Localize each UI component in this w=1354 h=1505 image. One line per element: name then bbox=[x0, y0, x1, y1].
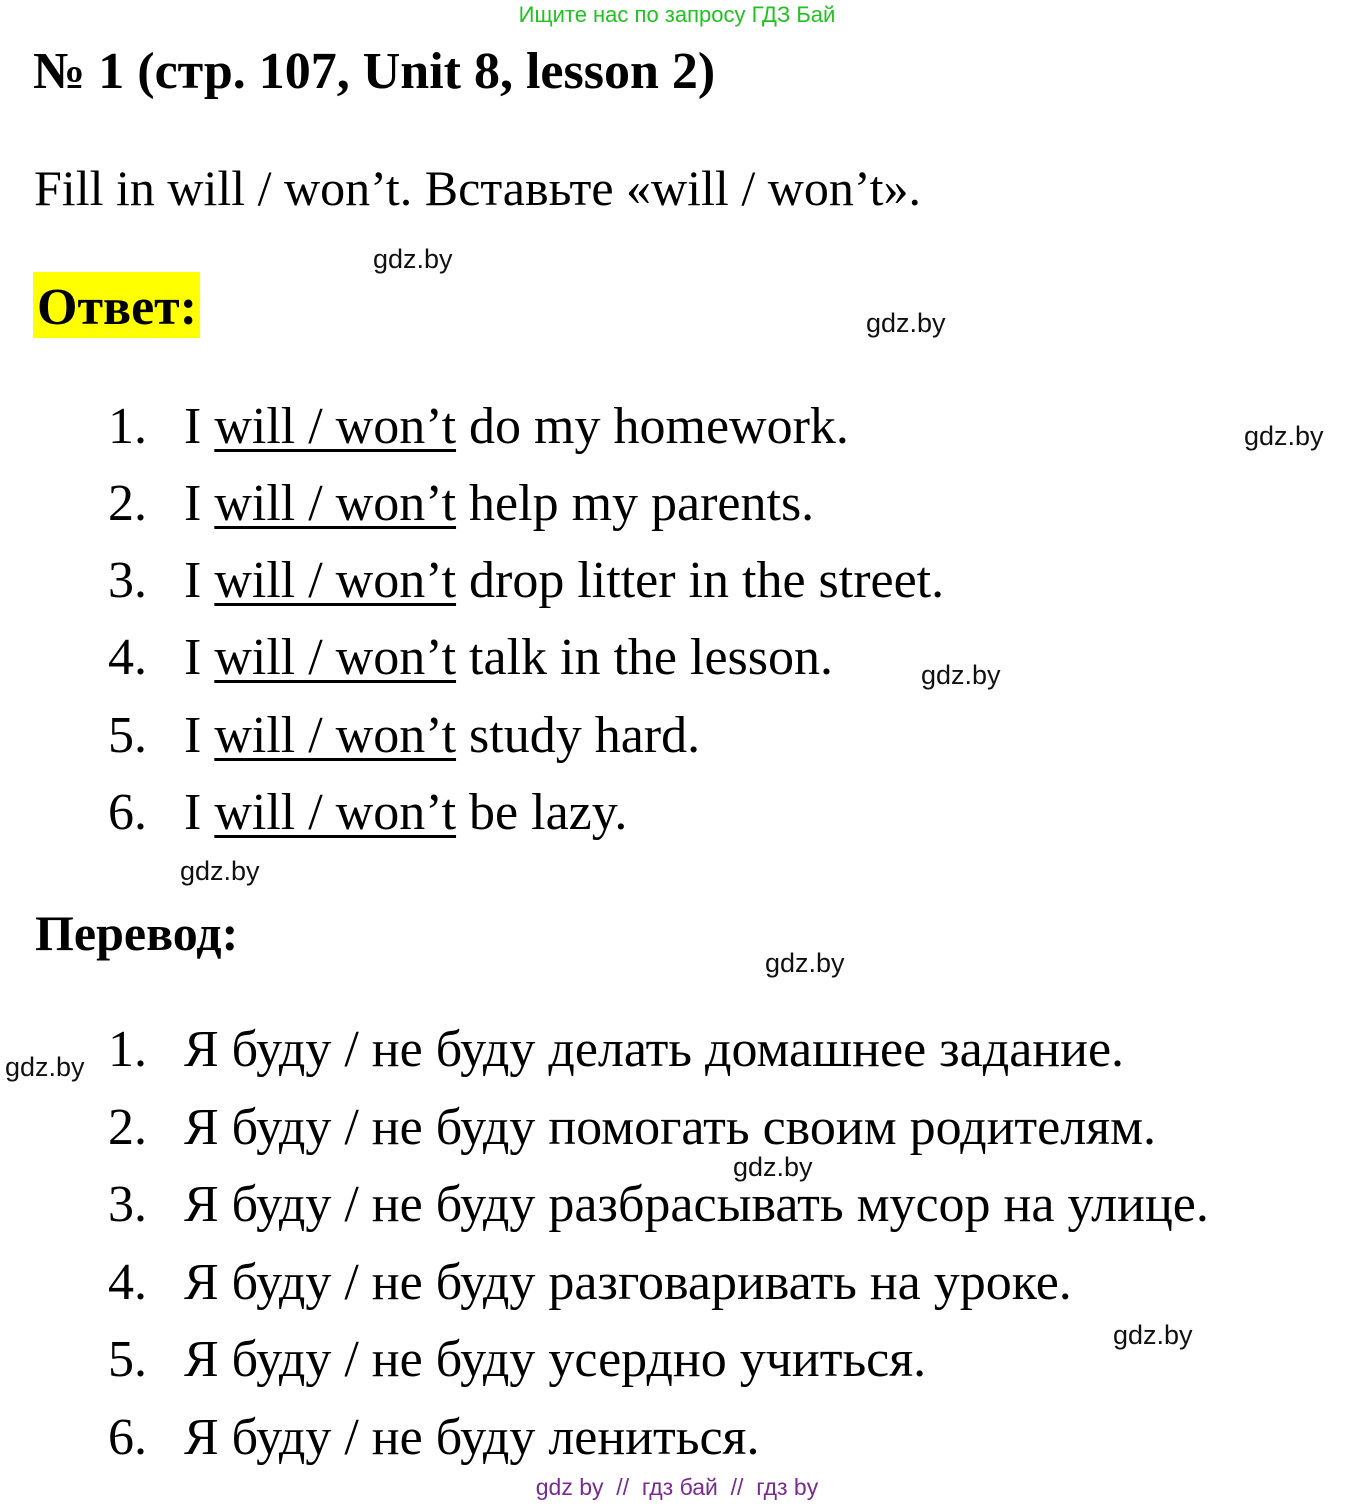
watermark: gdz.by bbox=[180, 856, 260, 886]
item-number: 4. bbox=[108, 629, 147, 686]
item-text: Я буду / не буду помогать своим родителям. bbox=[184, 1099, 1156, 1156]
watermark: gdz.by bbox=[5, 1052, 85, 1082]
search-hint: Ищите нас по запросу ГДЗ Бай bbox=[518, 2, 836, 27]
item-text: Я буду / не буду разбрасывать мусор на улице. bbox=[184, 1176, 1209, 1233]
answer-choice: will / won’t bbox=[214, 707, 457, 764]
item-subject: I bbox=[184, 552, 202, 609]
exercise-title: № 1 (стр. 107, Unit 8, lesson 2) bbox=[33, 43, 716, 100]
answer-choice: will / won’t bbox=[214, 784, 457, 841]
item-number: 1. bbox=[108, 1021, 147, 1078]
item-text: be lazy. bbox=[469, 784, 628, 841]
item-number: 2. bbox=[108, 1099, 147, 1156]
answer-choice: will / won’t bbox=[214, 398, 457, 455]
translation-item bbox=[108, 1020, 1124, 1080]
item-text: drop litter in the street. bbox=[469, 552, 945, 609]
watermark: gdz.by bbox=[1244, 421, 1324, 451]
answer-item bbox=[108, 783, 627, 843]
item-number: 3. bbox=[108, 1176, 147, 1233]
item-subject: I bbox=[184, 398, 202, 455]
item-subject: I bbox=[184, 629, 202, 686]
watermark: gdz.by bbox=[866, 308, 946, 338]
item-number: 5. bbox=[108, 1331, 147, 1388]
item-text: Я буду / не буду усердно учиться. bbox=[184, 1331, 927, 1388]
item-text: do my homework. bbox=[469, 398, 849, 455]
watermark: gdz.by bbox=[1113, 1320, 1193, 1350]
answer-item bbox=[108, 474, 814, 534]
item-number: 6. bbox=[108, 784, 147, 841]
answer-choice: will / won’t bbox=[214, 552, 457, 609]
translation-item bbox=[108, 1253, 1072, 1313]
item-text: Я буду / не буду разговаривать на уроке. bbox=[184, 1254, 1072, 1311]
item-subject: I bbox=[184, 784, 202, 841]
item-text: Я буду / не буду делать домашнее задание. bbox=[184, 1021, 1125, 1078]
answer-item bbox=[108, 551, 944, 611]
footer-watermark: gdz by // гдз бай // гдз by bbox=[535, 1474, 819, 1500]
item-text: study hard. bbox=[469, 707, 701, 764]
item-number: 5. bbox=[108, 707, 147, 764]
translation-item bbox=[108, 1175, 1209, 1235]
watermark: gdz.by bbox=[765, 948, 845, 978]
watermark: gdz.by bbox=[921, 660, 1001, 690]
translation-item bbox=[108, 1330, 926, 1390]
answer-choice: will / won’t bbox=[214, 629, 457, 686]
item-number: 4. bbox=[108, 1254, 147, 1311]
item-number: 1. bbox=[108, 398, 147, 455]
translation-item bbox=[108, 1098, 1156, 1158]
item-text: talk in the lesson. bbox=[469, 629, 833, 686]
item-subject: I bbox=[184, 475, 202, 532]
exercise-instruction: Fill in will / won’t. Вставьте «will / won’t». bbox=[34, 160, 921, 216]
translation-label: Перевод: bbox=[35, 905, 239, 961]
answer-item bbox=[108, 628, 833, 688]
item-text: help my parents. bbox=[469, 475, 815, 532]
answer-item bbox=[108, 397, 849, 457]
item-subject: I bbox=[184, 707, 202, 764]
item-number: 2. bbox=[108, 475, 147, 532]
watermark: gdz.by bbox=[733, 1152, 813, 1182]
item-number: 6. bbox=[108, 1409, 147, 1466]
watermark: gdz.by bbox=[373, 244, 453, 274]
translation-item bbox=[108, 1408, 759, 1468]
item-number: 3. bbox=[108, 552, 147, 609]
answer-label: Ответ: bbox=[33, 272, 200, 338]
answer-item bbox=[108, 706, 700, 766]
answer-choice: will / won’t bbox=[214, 475, 457, 532]
item-text: Я буду / не буду лениться. bbox=[184, 1409, 760, 1466]
